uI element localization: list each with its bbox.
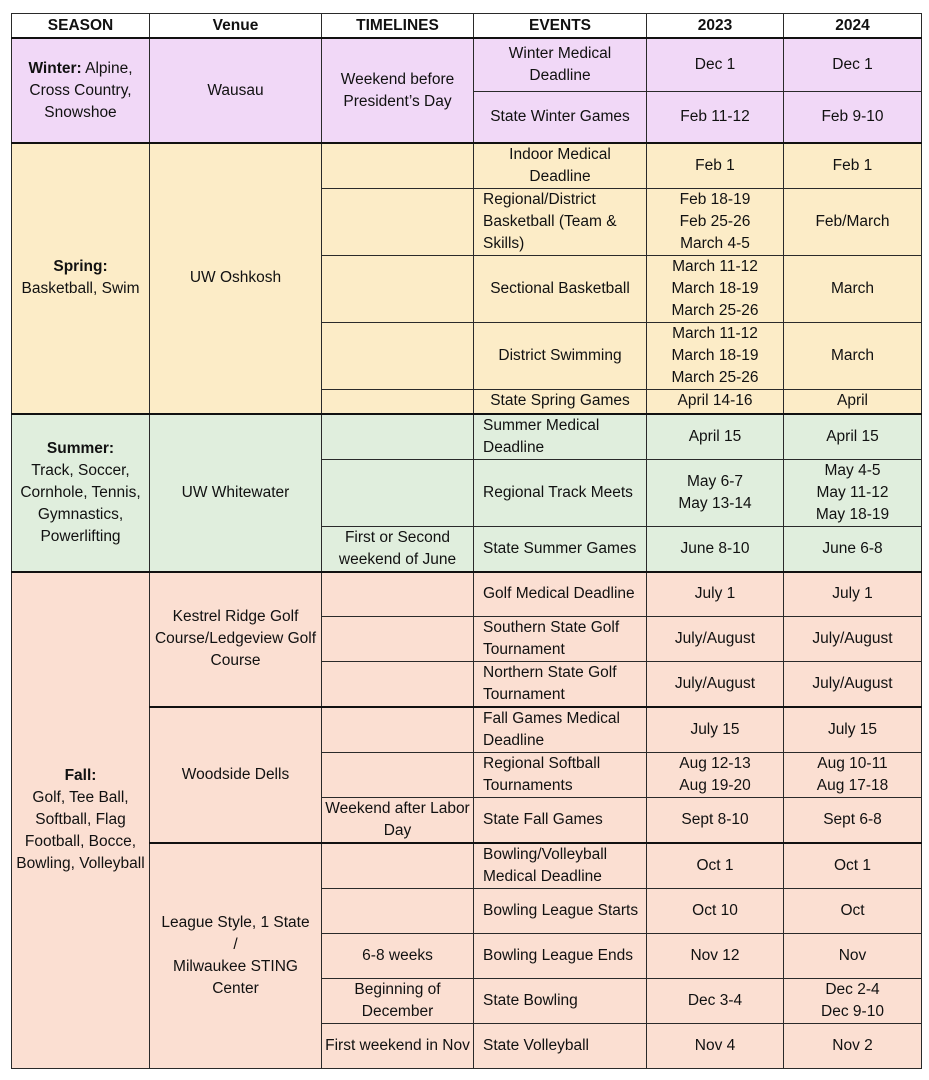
event-cell: State Winter Games — [474, 91, 647, 143]
date-2023-cell: Feb 11-12 — [647, 91, 784, 143]
timeline-cell — [322, 572, 474, 617]
season-cell-fall — [12, 572, 150, 1069]
date-2023-cell: Oct 1 — [647, 843, 784, 889]
event-cell: Fall Games Medical Deadline — [474, 707, 647, 753]
spring-section — [12, 143, 922, 414]
event-cell: State Summer Games — [474, 526, 647, 572]
date-2023-cell: June 8-10 — [647, 526, 784, 572]
date-2024-cell: Sept 6-8 — [784, 798, 922, 844]
date-2024-cell: June 6-8 — [784, 526, 922, 572]
timeline-cell: Beginning of December — [322, 979, 474, 1024]
timeline-cell — [322, 707, 474, 753]
date-2023-cell: Dec 3-4 — [647, 979, 784, 1024]
timeline-cell — [322, 323, 474, 390]
date-2024-cell: April 15 — [784, 414, 922, 460]
venue-cell: Wausau — [150, 38, 322, 143]
timeline-cell — [322, 617, 474, 662]
date-2023-cell: Dec 1 — [647, 38, 784, 91]
date-2023-cell: Nov 12 — [647, 934, 784, 979]
winter-section — [12, 38, 922, 143]
date-2024-cell: July 1 — [784, 572, 922, 617]
date-2023-cell: April 14-16 — [647, 390, 784, 414]
date-2024-cell: Feb 9-10 — [784, 91, 922, 143]
event-cell: Bowling/Volleyball Medical Deadline — [474, 843, 647, 889]
event-cell: Bowling League Starts — [474, 889, 647, 934]
date-2023-cell: July 1 — [647, 572, 784, 617]
season-title: Winter: — [28, 59, 82, 77]
event-cell: Northern State Golf Tournament — [474, 662, 647, 708]
venue-cell: UW Oshkosh — [150, 143, 322, 414]
venue-cell: Woodside Dells — [150, 707, 322, 843]
event-cell: District Swimming — [474, 323, 647, 390]
venue-cell: League Style, 1 State / Milwaukee STING Center — [150, 843, 322, 1069]
season-sports: Golf, Tee Ball, Softball, Flag Football, Bocce, Bowling, Volleyball — [16, 789, 145, 873]
season-sports: Basketball, Swim — [21, 280, 140, 298]
timeline-cell — [322, 256, 474, 323]
season-title: Spring: — [53, 258, 108, 276]
header-venue: Venue — [150, 14, 322, 39]
timeline-cell — [322, 189, 474, 256]
date-2024-cell: April — [784, 390, 922, 414]
timeline-cell — [322, 843, 474, 889]
date-2023-cell: Sept 8-10 — [647, 798, 784, 844]
event-cell: State Volleyball — [474, 1024, 647, 1069]
event-cell: Sectional Basketball — [474, 256, 647, 323]
date-2024-cell: Oct — [784, 889, 922, 934]
date-2023-cell: May 6-7 May 13-14 — [647, 459, 784, 526]
event-cell: Summer Medical Deadline — [474, 414, 647, 460]
timeline-cell — [322, 753, 474, 798]
date-2024-cell: March — [784, 323, 922, 390]
header-events: EVENTS — [474, 14, 647, 39]
date-2024-cell: Aug 10-11 Aug 17-18 — [784, 753, 922, 798]
event-cell: State Fall Games — [474, 798, 647, 844]
season-title: Fall: — [64, 767, 97, 785]
sports-calendar-table — [11, 13, 922, 1069]
date-2023-cell: July/August — [647, 617, 784, 662]
season-cell-summer — [12, 414, 150, 572]
event-cell: Bowling League Ends — [474, 934, 647, 979]
season-sports: Alpine, Cross Country, Snowshoe — [29, 59, 133, 121]
venue-cell: UW Whitewater — [150, 414, 322, 572]
date-2023-cell: April 15 — [647, 414, 784, 460]
date-2024-cell: July/August — [784, 662, 922, 708]
date-2023-cell: Feb 1 — [647, 143, 784, 189]
table-row — [12, 143, 922, 189]
timeline-cell: First weekend in Nov — [322, 1024, 474, 1069]
timeline-cell — [322, 459, 474, 526]
date-2023-cell: Aug 12-13 Aug 19-20 — [647, 753, 784, 798]
summer-section — [12, 414, 922, 572]
event-cell: Southern State Golf Tournament — [474, 617, 647, 662]
date-2024-cell: Dec 1 — [784, 38, 922, 91]
date-2024-cell: Feb/March — [784, 189, 922, 256]
season-cell-spring — [12, 143, 150, 414]
season-sports: Track, Soccer, Cornhole, Tennis, Gymnastics, Powerlifting — [20, 461, 141, 545]
header-timelines: TIMELINES — [322, 14, 474, 39]
timeline-cell: Weekend before President’s Day — [322, 38, 474, 143]
date-2023-cell: March 11-12 March 18-19 March 25-26 — [647, 323, 784, 390]
venue-cell: Kestrel Ridge Golf Course/Ledgeview Golf Course — [150, 572, 322, 708]
event-cell: State Bowling — [474, 979, 647, 1024]
date-2023-cell: March 11-12 March 18-19 March 25-26 — [647, 256, 784, 323]
date-2024-cell: July/August — [784, 617, 922, 662]
event-cell: Regional Softball Tournaments — [474, 753, 647, 798]
timeline-cell: Weekend after Labor Day — [322, 798, 474, 844]
header-2024: 2024 — [784, 14, 922, 39]
date-2023-cell: July 15 — [647, 707, 784, 753]
table-row — [12, 572, 922, 617]
timeline-cell — [322, 143, 474, 189]
table-row — [12, 38, 922, 91]
header-2023: 2023 — [647, 14, 784, 39]
event-cell: State Spring Games — [474, 390, 647, 414]
date-2024-cell: July 15 — [784, 707, 922, 753]
header-row — [12, 14, 922, 39]
date-2024-cell: Nov — [784, 934, 922, 979]
timeline-cell: First or Second weekend of June — [322, 526, 474, 572]
date-2024-cell: Dec 2-4 Dec 9-10 — [784, 979, 922, 1024]
date-2023-cell: Feb 18-19 Feb 25-26 March 4-5 — [647, 189, 784, 256]
date-2023-cell: Nov 4 — [647, 1024, 784, 1069]
date-2023-cell: July/August — [647, 662, 784, 708]
timeline-cell — [322, 390, 474, 414]
timeline-cell — [322, 414, 474, 460]
fall-section — [12, 572, 922, 1069]
header-season: SEASON — [12, 14, 150, 39]
date-2023-cell: Oct 10 — [647, 889, 784, 934]
season-cell-winter — [12, 38, 150, 143]
timeline-cell — [322, 889, 474, 934]
timeline-cell — [322, 662, 474, 708]
event-cell: Golf Medical Deadline — [474, 572, 647, 617]
event-cell: Regional/District Basketball (Team & Skills) — [474, 189, 647, 256]
date-2024-cell: Feb 1 — [784, 143, 922, 189]
event-cell: Winter Medical Deadline — [474, 38, 647, 91]
event-cell: Regional Track Meets — [474, 459, 647, 526]
date-2024-cell: Nov 2 — [784, 1024, 922, 1069]
event-cell: Indoor Medical Deadline — [474, 143, 647, 189]
timeline-cell: 6-8 weeks — [322, 934, 474, 979]
date-2024-cell: May 4-5 May 11-12 May 18-19 — [784, 459, 922, 526]
date-2024-cell: Oct 1 — [784, 843, 922, 889]
table-row — [12, 414, 922, 460]
date-2024-cell: March — [784, 256, 922, 323]
season-title: Summer: — [46, 439, 115, 457]
